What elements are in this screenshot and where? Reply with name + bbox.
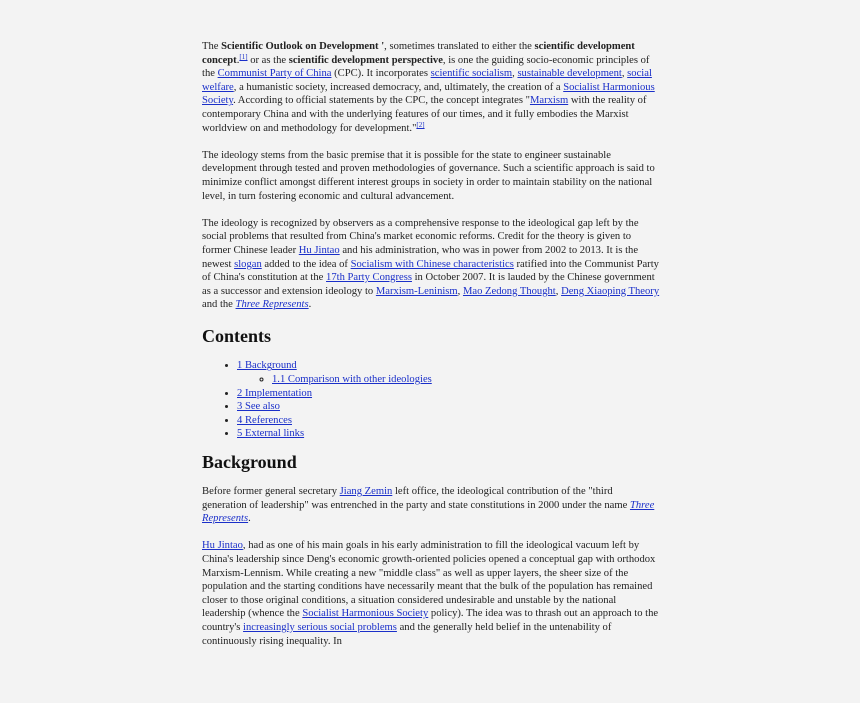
text: left office, the ideological contribution of the "third generation of leadership" was entrenched in the party and state constitutions in 2000 under the name bbox=[202, 486, 630, 511]
intro-paragraph-3 bbox=[202, 217, 660, 312]
link-social-problems[interactable]: increasingly serious social problems bbox=[243, 621, 397, 633]
contents-heading: Contents bbox=[202, 326, 272, 347]
article-body bbox=[202, 40, 660, 662]
text: , had as one of his main goals in his early administration to fill the ideological vacuum left by China's leadership since Deng's economic growth-oriented policies opened a conceptual gap with orthodox Marxism-Lennism. While creating a new "middle class" as well as upper layers, the sheer size of the population and the starting conditions have necessarily meant that the bulk of the population has remained closer to those original conditions, a situation considered undesirable and unstable by the national leadership (whence the bbox=[202, 540, 656, 620]
bold-term: Scientific Outlook on Development ' bbox=[221, 41, 385, 52]
link-social-welfare[interactable]: social welfare bbox=[202, 68, 652, 93]
text: . bbox=[236, 54, 240, 66]
toc-item bbox=[272, 373, 660, 387]
text: , bbox=[457, 285, 463, 297]
toc-item bbox=[237, 387, 660, 401]
link-sustainable-development[interactable]: sustainable development bbox=[517, 68, 622, 80]
text: in October 2007. It is lauded by the Chinese government as a successor and extension ideology to bbox=[202, 272, 655, 297]
text: , sometimes translated to either the bbox=[384, 41, 535, 52]
link-scientific-socialism[interactable]: scientific socialism bbox=[430, 68, 513, 80]
toc-link-external-links[interactable]: 5 External links bbox=[237, 428, 305, 440]
text: and his administration, who was in power from 2002 to 2013. It is the newest bbox=[202, 244, 639, 270]
text: . bbox=[308, 299, 312, 311]
text: and the bbox=[202, 299, 236, 311]
text: ratified into the Communist Party of China's constitution at the bbox=[202, 258, 659, 284]
link-slogan[interactable]: slogan bbox=[234, 258, 262, 270]
background-heading: Background bbox=[202, 452, 297, 473]
toc-item bbox=[237, 400, 660, 414]
link-deng-xiaoping-theory[interactable]: Deng Xiaoping Theory bbox=[561, 285, 660, 297]
link-harmonious-society[interactable]: Socialist Harmonious Society bbox=[202, 81, 655, 107]
link-hu-jintao[interactable]: Hu Jintao bbox=[298, 244, 340, 256]
text: and the generally held belief in the untenability of continuously rising inequality. In bbox=[202, 621, 612, 647]
citation-link-1[interactable]: [1] bbox=[239, 52, 248, 61]
link-mao-zedong-thought[interactable]: Mao Zedong Thought bbox=[462, 285, 556, 297]
link-three-represents[interactable]: Three Represents bbox=[202, 499, 655, 525]
text: , bbox=[555, 285, 562, 297]
toc-sublist bbox=[237, 373, 660, 387]
text: (CPC). It incorporates bbox=[331, 68, 431, 80]
text: , a humanistic society, increased democracy, and, ultimately, the creation of a bbox=[233, 81, 564, 93]
toc-item bbox=[237, 359, 660, 386]
link-marxism-leninism[interactable]: Marxism-Leninism bbox=[375, 285, 458, 297]
toc-link-see-also[interactable]: 3 See also bbox=[237, 401, 280, 413]
bold-term: scientific development perspective bbox=[288, 54, 443, 66]
link-cpc[interactable]: Communist Party of China bbox=[217, 68, 332, 80]
text: Before former general secretary bbox=[202, 486, 340, 498]
toc-link-background[interactable]: 1 Background bbox=[237, 360, 297, 372]
text: with the reality of contemporary China and with the underlying features of our times, and it fully embodies the Marxist worldview on and methodology for development." bbox=[202, 95, 647, 134]
link-17th-party-congress[interactable]: 17th Party Congress bbox=[326, 272, 412, 284]
intro-paragraph-1 bbox=[202, 40, 660, 135]
toc-item bbox=[237, 427, 660, 441]
background-paragraph-1 bbox=[202, 485, 660, 526]
link-harmonious-society[interactable]: Socialist Harmonious Society bbox=[302, 608, 429, 620]
toc-item bbox=[237, 414, 660, 428]
text: . According to official statements by the CPC, the concept integrates " bbox=[233, 95, 530, 107]
bold-term: scientific development concept bbox=[202, 41, 635, 66]
background-paragraph-2 bbox=[202, 539, 660, 648]
link-three-represents[interactable]: Three Represents bbox=[235, 299, 309, 311]
link-jiang-zemin[interactable]: Jiang Zemin bbox=[339, 486, 393, 498]
text: The ideology is recognized by observers as a comprehensive response to the ideological gap left by the social problems that resulted from China's market economic reforms. Credit for the theory is given to former Chinese leader bbox=[202, 217, 639, 256]
text: or as the bbox=[247, 54, 289, 66]
text: added to the idea of bbox=[261, 258, 351, 270]
link-hu-jintao[interactable]: Hu Jintao bbox=[202, 540, 243, 552]
text: , bbox=[512, 68, 518, 80]
table-of-contents bbox=[202, 359, 660, 441]
link-socialism-chinese-characteristics[interactable]: Socialism with Chinese characteristics bbox=[350, 258, 514, 270]
citation-link-2[interactable]: [2] bbox=[416, 120, 425, 129]
intro-paragraph-2: The ideology stems from the basic premise that it is possible for the state to engineer sustainable development through tested and proven methodologies of governance. Such a scientific approach is said to minimize conflict amongst different interest groups in society in order to maintain stability on the national level, in turn fostering economic and cultural advancement. bbox=[202, 149, 655, 202]
toc-link-comparison[interactable]: 1.1 Comparison with other ideologies bbox=[272, 374, 432, 386]
toc-link-implementation[interactable]: 2 Implementation bbox=[237, 387, 313, 399]
link-marxism[interactable]: Marxism bbox=[529, 95, 569, 107]
toc-link-references[interactable]: 4 References bbox=[237, 414, 292, 426]
text: , is one the guiding socio-economic principles of the bbox=[202, 54, 650, 80]
text: , bbox=[621, 68, 628, 80]
text: . bbox=[248, 513, 251, 525]
text: policy). The idea was to thrash out an approach to the country's bbox=[202, 608, 659, 633]
text: The bbox=[202, 41, 222, 52]
